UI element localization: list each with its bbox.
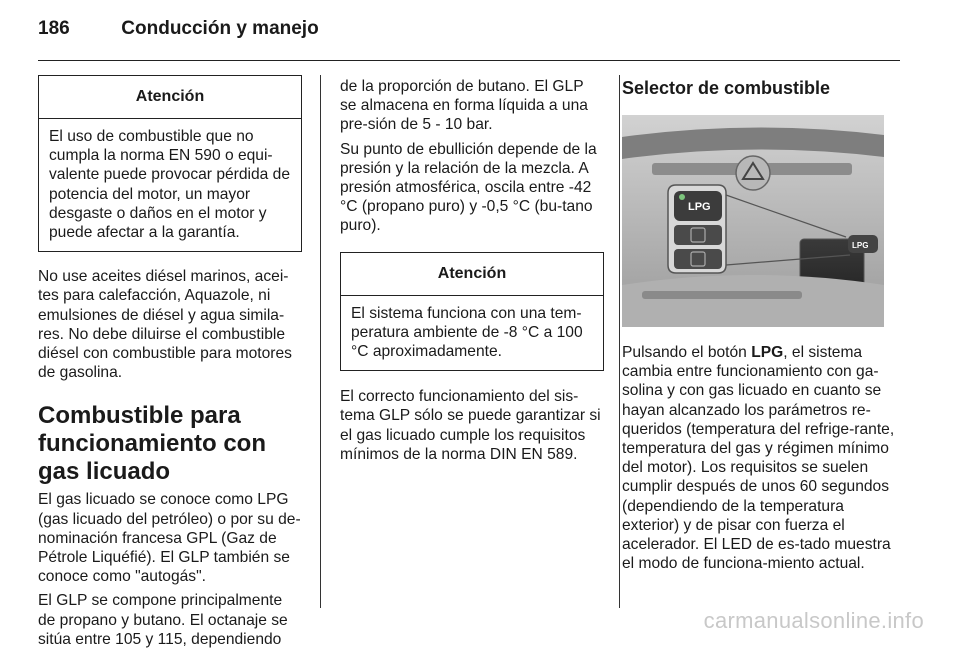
column-1 — [38, 75, 302, 649]
section-heading: Selector de combustible — [622, 78, 831, 98]
section-heading: Combustible para funcionamiento con gas licuado — [38, 402, 266, 486]
section-title: Conducción y manejo — [121, 18, 319, 39]
paragraph: Su punto de ebullición depende de la presión y la relación de la mezcla. A presión atmosférica, oscila entre -42 °C (propano puro) y -0,5 °C (bu-tano puro). — [340, 140, 597, 235]
paragraph: de la proporción de butano. El GLP se almacena en forma líquida a una pre-sión de 5 - 10 bar. — [340, 78, 588, 134]
lpg-button-label: LPG — [688, 201, 711, 213]
attention-text: El sistema funciona con una tem-peratura ambiente de -8 °C a 100 °C aproximadamente. — [351, 304, 583, 361]
paragraph: El GLP se compone principalmente de propano y butano. El octanaje se sitúa entre 105 y 115, dependiendo — [38, 592, 288, 648]
page-header — [38, 18, 319, 40]
attention-text: El uso de combustible que no cumpla la norma EN 590 o equi-valente puede provocar pérdida de potencia del motor, un mayor desgaste o daños en el motor y puede afectar a la garantía. — [49, 128, 291, 242]
attention-title: Atención — [341, 253, 603, 296]
paragraph: El correcto funcionamiento del sis-tema GLP sólo se puede garantizar si el gas licuado cumple los requisitos mínimos de la norma DIN EN 589. — [340, 388, 601, 463]
attention-title: Atención — [39, 76, 301, 119]
column-divider — [320, 75, 321, 608]
lpg-term: LPG — [751, 344, 784, 361]
watermark: carmanualsonline.info — [703, 608, 924, 633]
svg-text:LPG: LPG — [852, 241, 869, 250]
column-3 — [622, 75, 902, 573]
column-divider — [619, 75, 620, 608]
column-2 — [340, 77, 604, 464]
paragraph: No use aceites diésel marinos, acei-tes para calefacción, Aquazole, ni emulsiones de diésel y agua simila-res. No debe diluirse el combustible diésel con combustible para motores de gasolina. — [38, 268, 292, 382]
page-number: 186 — [38, 18, 70, 39]
paragraph-text: Pulsando el botón — [622, 344, 752, 361]
header-rule — [38, 60, 900, 61]
attention-box — [340, 252, 604, 372]
attention-box — [38, 75, 302, 252]
paragraph: El gas licuado se conoce como LPG (gas licuado del petróleo) o por su de-nominación francesa GPL (Gaz de Pétrole Liquéfié). El GLP también se conoce como "autogás". — [38, 491, 301, 586]
paragraph-text: , el sistema cambia entre funcionamiento con ga-solina y con gas licuado en cuanto se hayan alcanzado los parámetros re-queridos (temperatura del refrige-rante, temperatura del gas y régimen mínimo del motor). Los requisitos se suelen cumplir después de unos 60 segundos (dependiendo de la temperatura exterior) y de pisar con fuerza el acelerador. El LED de es-tado muestra el modo de funciona-miento actual. — [622, 344, 895, 573]
lpg-selector-photo — [622, 115, 884, 327]
paragraph — [622, 343, 902, 573]
